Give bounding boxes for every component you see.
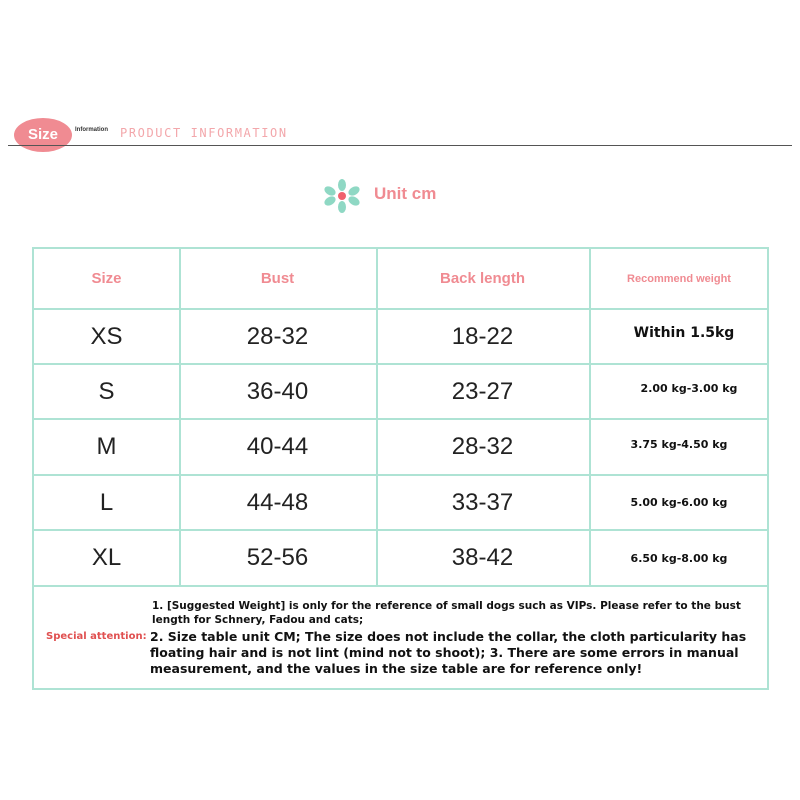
size-cell: L <box>99 488 114 516</box>
information-label: Information <box>75 127 108 133</box>
header-bust: Bust <box>260 270 295 287</box>
product-info-header <box>0 110 800 158</box>
size-pill: Size <box>14 118 72 152</box>
back-length-cell: 28-32 <box>451 433 514 460</box>
weight-cell: 2.00 kg-3.00 kg <box>640 382 738 395</box>
bust-cell: 52-56 <box>246 544 309 571</box>
column-divider <box>376 249 378 585</box>
weight-cell: 6.50 kg-8.00 kg <box>630 551 728 565</box>
bust-cell: 44-48 <box>246 488 309 516</box>
back-length-cell: 23-27 <box>451 377 514 405</box>
weight-cell: 5.00 kg-6.00 kg <box>630 496 728 509</box>
special-attention-label: Special attention: <box>46 631 147 642</box>
size-cell: S <box>98 377 115 405</box>
weight-cell: 3.75 kg-4.50 kg <box>630 437 728 451</box>
size-cell: XS <box>90 322 123 350</box>
bust-cell: 36-40 <box>246 377 309 405</box>
weight-cell: Within 1.5kg <box>633 324 735 341</box>
column-divider <box>179 249 181 585</box>
size-cell: XL <box>91 544 122 571</box>
unit-title <box>322 178 522 214</box>
table-row <box>34 365 767 420</box>
table-row <box>34 531 767 587</box>
notes-section <box>34 587 767 688</box>
back-length-cell: 33-37 <box>451 488 514 516</box>
table-row <box>34 476 767 531</box>
header-recommend-weight: Recommend weight <box>627 272 731 285</box>
bust-cell: 40-44 <box>246 433 309 460</box>
size-cell: M <box>96 433 117 460</box>
note-size-unit: 2. Size table unit CM; The size does not include the collar, the cloth particularity has floating hair and is not lint (mind not to shoot); 3. There are some errors in manual measurement, and the values in the size table are for reference only! <box>150 629 747 676</box>
back-length-cell: 38-42 <box>451 544 514 571</box>
header-divider <box>8 145 792 146</box>
header-back-length: Back length <box>439 270 526 287</box>
back-length-cell: 18-22 <box>451 322 514 350</box>
product-information-title: PRODUCT INFORMATION <box>120 126 288 140</box>
flower-icon <box>322 178 362 214</box>
size-table <box>32 247 769 690</box>
table-row <box>34 420 767 476</box>
table-row <box>34 310 767 365</box>
header-size: Size <box>91 270 122 287</box>
unit-label: Unit cm <box>374 184 437 203</box>
bust-cell: 28-32 <box>246 322 309 350</box>
table-header-row <box>34 249 767 310</box>
note-suggested-weight: 1. [Suggested Weight] is only for the reference of small dogs such as VIPs. Please refer to the bust length for Schnery, Fadou and cats; <box>152 600 741 626</box>
column-divider <box>589 249 591 585</box>
